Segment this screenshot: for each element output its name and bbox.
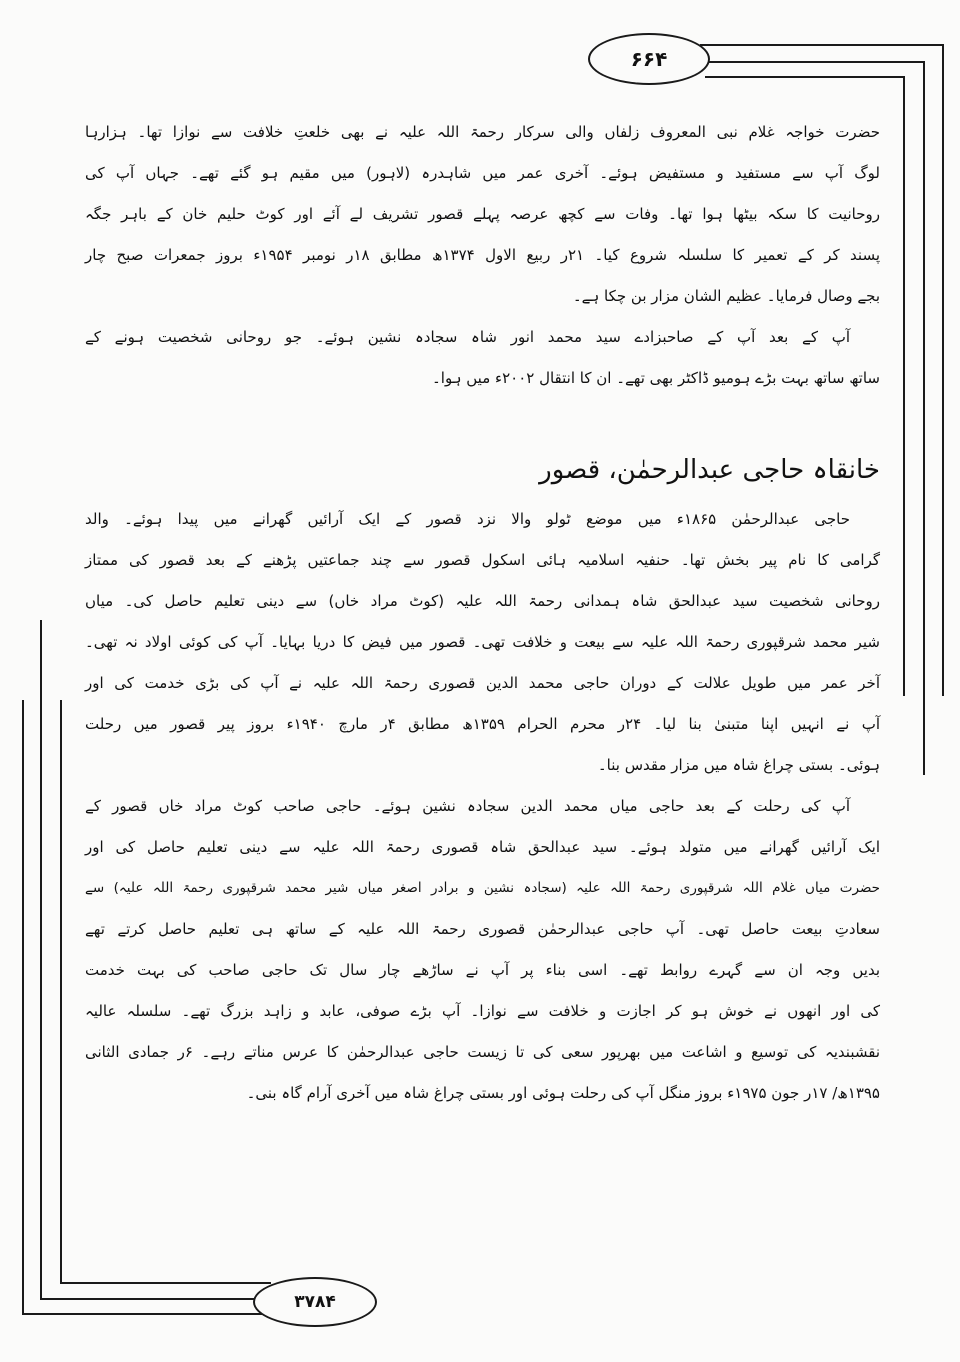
frame-line	[705, 61, 925, 63]
text-line: نقشبندیہ کی توسیع و اشاعت میں بھرپور سعی کی تا زیست حاجی عبدالرحمٰن کا عرس مناتے رہے۔ ۶ر جمادی الثانی	[85, 1043, 880, 1061]
frame-line	[23, 1313, 263, 1315]
frame-line	[40, 620, 42, 1300]
text-line: ۱۳۹۵ھ/ ۱۷ر جون ۱۹۷۵ء بروز منگل آپ کی رحلت ہوئی اور بستی چراغ شاہ میں آخری آرام گاہ بنی۔	[246, 1084, 880, 1102]
frame-line	[60, 700, 62, 1284]
text-line: روحانی شخصیت سید عبدالحق شاہ ہمدانی رحمۃ اللہ علیہ (کوٹ مراد خاں) سے دینی تعلیم حاصل کی۔ میاں	[85, 592, 880, 610]
text-line: حضرت خواجہ غلام نبی المعروف زلفاں والی سرکار رحمۃ اللہ علیہ نے بھی خلعتِ خلافت سے نوازا تھا۔ ہزارہا	[85, 123, 880, 141]
frame-line	[903, 76, 905, 696]
text-line: لوگ آپ سے مستفید و مستفیض ہوئے۔ آخری عمر میں شاہدرہ (لاہور) میں مقیم ہو گئے تھے۔ جہاں آپ کی	[85, 164, 880, 182]
page-number-bottom: ۳۷۸۴	[253, 1277, 377, 1327]
text-line: کی اور انھوں نے خوش ہو کر اجازت و خلافت سے نوازا۔ آپ بڑے صوفی، عابد و زاہد بزرگ تھے۔ سلسلہ عالیہ	[85, 1002, 880, 1020]
text-line: آپ نے انہیں اپنا متبنیٰ بنا لیا۔ ۲۴ر محرم الحرام ۱۳۵۹ھ مطابق ۴ر مارچ ۱۹۴۰ء بروز پیر قصور میں رحلت	[85, 715, 881, 733]
frame-line	[22, 700, 24, 1315]
frame-line	[923, 61, 925, 775]
text-line: بدیں وجہ ان سے گہرے روابط تھے۔ اسی بناء پر آپ نے ساڑھے چار سال تک حاجی صاحب کی بہت خدمت	[85, 961, 880, 979]
text-line: گرامی کا نام پیر بخش تھا۔ حنفیہ اسلامیہ ہائی اسکول قصور سے چند جماعتیں پڑھنے کے بعد قصور کی ممتاز	[85, 551, 880, 569]
text-line: آخر عمر میں طویل علالت کے دوران حاجی محمد الدین قصوری رحمۃ اللہ علیہ نے آپ کی بڑی خدمت کی اور	[85, 674, 880, 692]
text-line: بجے وصال فرمایا۔ عظیم الشان مزار بن چکا ہے۔	[572, 287, 880, 305]
page-number-top: ۶۶۴	[588, 33, 710, 85]
text-line: حاجی عبدالرحمٰن ۱۸۶۵ء میں موضع ٹولو والا نزد قصور کے ایک آرائیں گھرانے میں پیدا ہوئے۔ والد	[85, 510, 850, 528]
section-1	[85, 112, 880, 399]
text-line: ساتھ ساتھ بہت بڑے ہومیو ڈاکٹر بھی تھے۔ ان کا انتقال ۲۰۰۲ء میں ہوا۔	[432, 369, 880, 387]
text-line: ایک آرائیں گھرانے میں متولد ہوئے۔ سید عبدالحق شاہ قصوری رحمۃ اللہ علیہ سے دینی تعلیم حاصل کی اور	[85, 838, 880, 856]
section-2	[85, 499, 880, 1114]
frame-line	[41, 1298, 261, 1300]
text-line: آپ کے بعد آپ کے صاحبزادے سید محمد انور شاہ سجادہ نشین ہوئے۔ جو روحانی شخصیت ہونے کے	[85, 328, 850, 346]
frame-line	[942, 44, 944, 696]
text-line: روحانیت کا سکہ بیٹھا ہوا تھا۔ وفات سے کچھ عرصہ پہلے قصور تشریف لے آئے اور کوٹ حلیم خان کے باہر جگہ	[85, 205, 880, 223]
frame-line	[705, 76, 905, 78]
text-line: شیر محمد شرقپوری رحمۃ اللہ علیہ سے بیعت و خلافت تھی۔ قصور میں فیض کا دریا بہایا۔ آپ کی کوئی اولاد نہ تھی۔	[85, 633, 880, 651]
frame-line	[700, 44, 944, 46]
frame-line	[61, 1282, 271, 1284]
text-line: آپ کی رحلت کے بعد حاجی میاں محمد الدین سجادہ نشین ہوئے۔ حاجی صاحب کوٹ مراد خاں قصور کے	[85, 797, 850, 815]
text-line: حضرت میاں غلام اللہ شرقپوری رحمۃ اللہ علیہ (سجادہ نشین و برادر اصغر میاں شیر محمد شرقپوری رحمۃ اللہ علیہ) سے	[85, 880, 880, 896]
text-line: سعادتِ بیعت حاصل تھی۔ آپ حاجی عبدالرحمٰن قصوری رحمۃ اللہ علیہ کے ساتھ ہی تعلیم حاصل کرتے تھے	[85, 920, 880, 938]
section-heading: خانقاہ حاجی عبدالرحمٰن، قصور	[539, 455, 880, 485]
text-line: ہوئی۔ بستی چراغ شاہ میں مزار مقدس بنا۔	[597, 756, 880, 774]
text-line: پسند کر کے تعمیر کا سلسلہ شروع کیا۔ ۲۱ر ربیع الاول ۱۳۷۴ھ مطابق ۱۸ر نومبر ۱۹۵۴ء بروز جمعرات صبح چار	[85, 246, 881, 264]
